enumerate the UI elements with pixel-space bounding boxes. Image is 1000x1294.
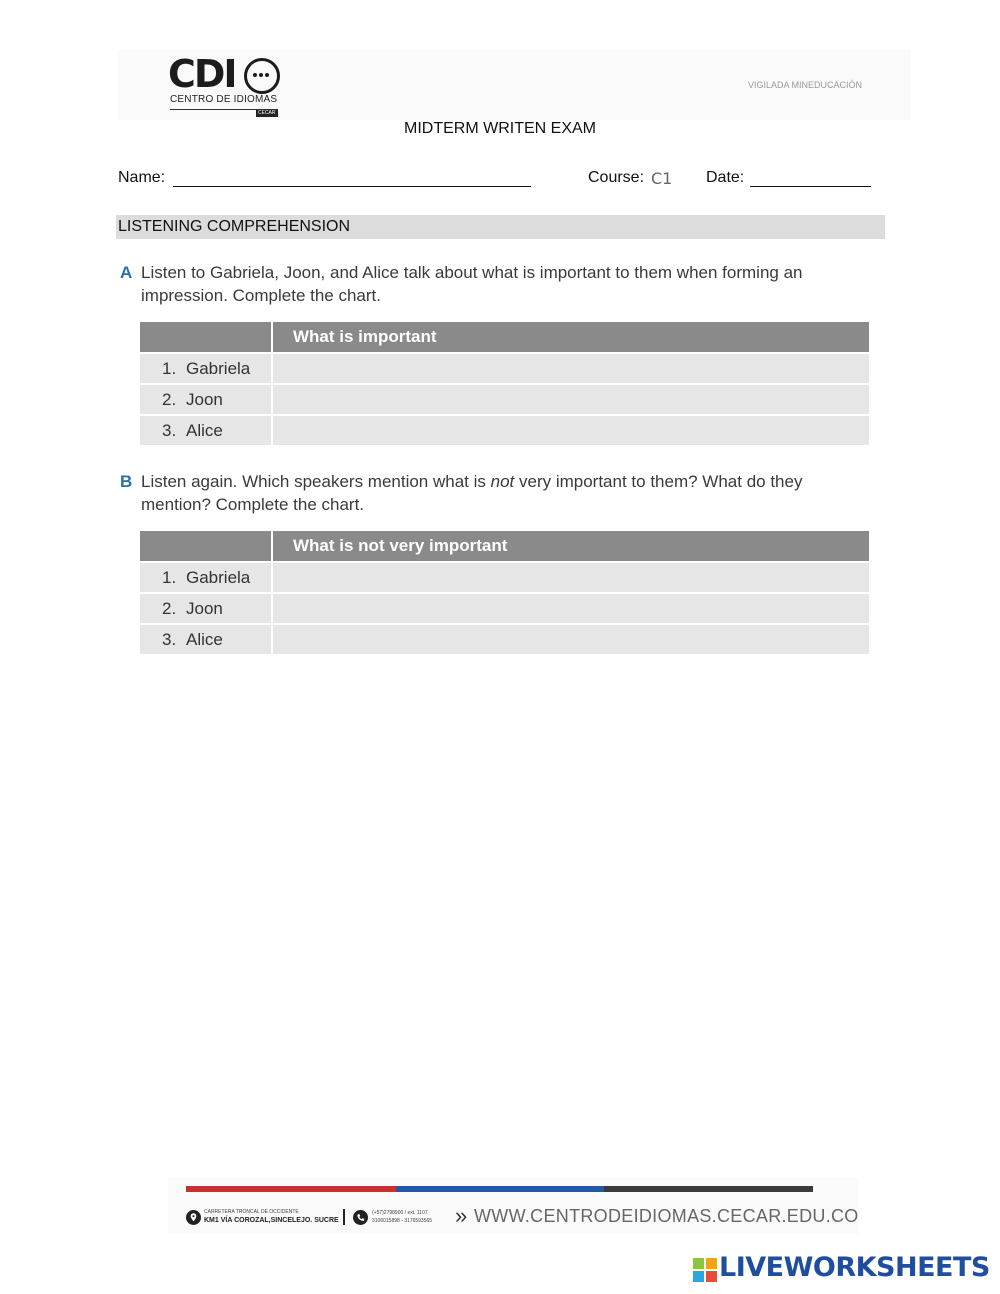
date-label: Date: (706, 169, 745, 186)
double-chevron-icon: » (455, 1203, 468, 1228)
table-row (140, 594, 869, 625)
question-a-text: Listen to Gabriela, Joon, and Alice talk about what is important to them when forming an impression. Complete the chart. (141, 263, 803, 305)
logo-text: CDI (168, 52, 236, 96)
answer-cell-gabriela[interactable] (273, 354, 869, 385)
row-name: Joon (186, 389, 223, 409)
row-label (140, 385, 273, 416)
table-header-row (140, 531, 869, 563)
footer-address (204, 1209, 344, 1225)
row-label (140, 594, 273, 625)
row-label (140, 625, 273, 656)
header-blank-cell (140, 322, 273, 354)
address-line-1: CARRETERA TRONCAL DE OCCIDENTE (204, 1209, 299, 1215)
row-name: Alice (186, 629, 223, 649)
row-number: 1. (162, 358, 177, 378)
date-field[interactable] (750, 170, 871, 187)
row-name: Joon (186, 598, 223, 618)
question-b-emphasis: not (490, 472, 515, 491)
row-number: 2. (162, 389, 177, 409)
row-number: 3. (162, 420, 177, 440)
row-number: 2. (162, 598, 177, 618)
liveworksheets-wordmark[interactable]: LIVEWORKSHEETS (719, 1252, 990, 1283)
footer-stripe-dark (604, 1186, 813, 1192)
course-label: Course: (588, 169, 645, 186)
row-name: Gabriela (186, 358, 251, 378)
table-row (140, 416, 869, 447)
row-label (140, 563, 273, 594)
logo-tag: CECAR (258, 110, 276, 116)
footer-stripe-red (186, 1186, 396, 1192)
address-line-2: KM1 VÍA COROZAL,SINCELEJO. SUCRE (204, 1217, 339, 1224)
chart-a (140, 322, 869, 447)
row-number: 3. (162, 629, 177, 649)
answer-cell-alice[interactable] (273, 625, 869, 656)
answer-cell-gabriela[interactable] (273, 563, 869, 594)
table-header-not-important: What is not very important (273, 531, 869, 563)
table-header-row (140, 322, 869, 354)
logo-subtitle: CENTRO DE IDIOMAS (170, 94, 278, 105)
row-label (140, 354, 273, 385)
footer-separator (343, 1209, 345, 1225)
question-b-text-end: very important to them? What do they mention? Complete the chart. (141, 472, 803, 514)
vigilada-text: VIGILADA MINEDUCACIÓN (747, 80, 862, 90)
footer-stripe-blue (396, 1186, 604, 1192)
phone-icon (353, 1210, 368, 1225)
table-row (140, 385, 869, 416)
name-label: Name: (118, 169, 166, 186)
question-a-letter: A (120, 263, 133, 282)
footer-phones (372, 1209, 452, 1225)
liveworksheets-logo-icon (693, 1258, 717, 1282)
row-number: 1. (162, 567, 177, 587)
table-header-important: What is important (273, 322, 869, 354)
question-b-text-start: Listen again. Which speakers mention what is (141, 472, 491, 491)
chat-bubble-icon (244, 58, 280, 94)
name-field[interactable] (173, 170, 531, 187)
chart-b (140, 531, 869, 656)
cdi-logo (168, 52, 288, 116)
exam-title: MIDTERM WRITEN EXAM (404, 120, 596, 137)
phone-line-2: 3106015898 - 3176593565 (372, 1218, 433, 1224)
table-row (140, 563, 869, 594)
answer-cell-joon[interactable] (273, 385, 869, 416)
location-pin-icon (186, 1210, 201, 1225)
row-name: Gabriela (186, 567, 251, 587)
course-field[interactable]: C1 (651, 169, 673, 188)
phone-line-1: (+57)2798900 / ext. 1107 (372, 1210, 428, 1216)
website-link[interactable]: WWW.CENTRODEIDIOMAS.CECAR.EDU.CO (474, 1206, 859, 1226)
question-b-letter: B (120, 472, 133, 491)
answer-cell-joon[interactable] (273, 594, 869, 625)
section-title: LISTENING COMPREHENSION (118, 218, 351, 235)
question-b-text (141, 470, 821, 516)
table-row (140, 354, 869, 385)
table-row (140, 625, 869, 656)
answer-cell-alice[interactable] (273, 416, 869, 447)
row-label (140, 416, 273, 447)
row-name: Alice (186, 420, 223, 440)
header-blank-cell (140, 531, 273, 563)
